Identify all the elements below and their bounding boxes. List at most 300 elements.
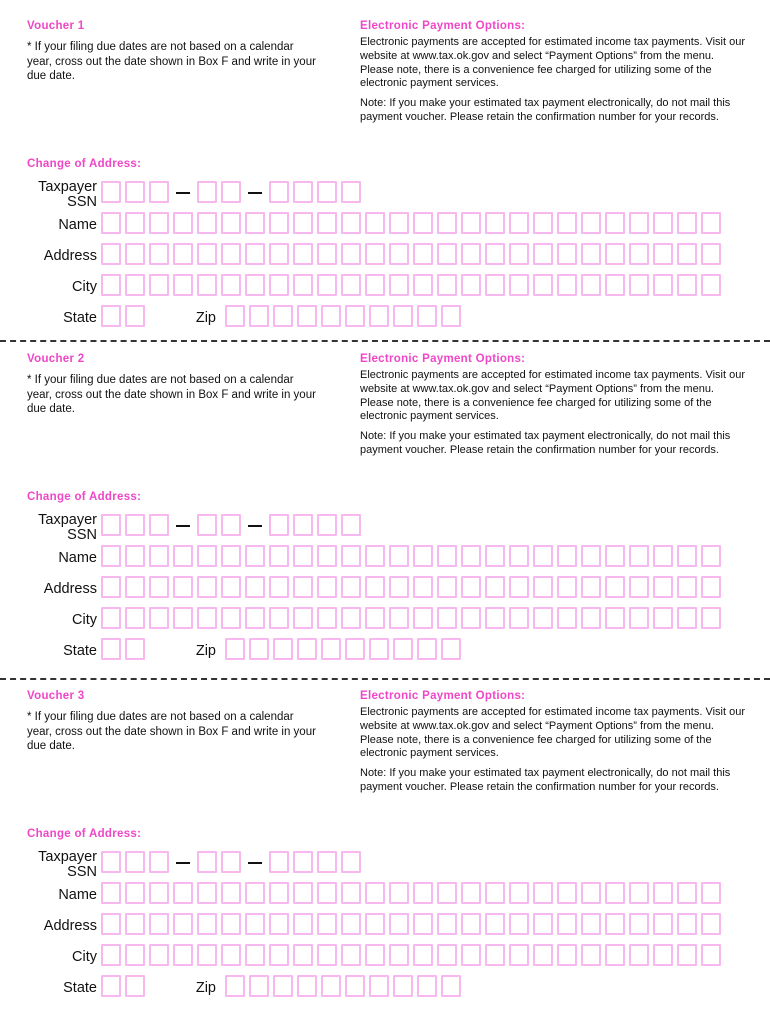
char-box[interactable] xyxy=(509,913,529,935)
char-box[interactable] xyxy=(557,913,577,935)
char-box[interactable] xyxy=(173,913,193,935)
char-box[interactable] xyxy=(269,274,289,296)
ssn-digit[interactable] xyxy=(197,514,217,536)
char-box[interactable] xyxy=(605,882,625,904)
char-box[interactable] xyxy=(413,274,433,296)
ssn-digit[interactable] xyxy=(269,514,289,536)
char-box[interactable] xyxy=(461,944,481,966)
char-box[interactable] xyxy=(581,944,601,966)
char-box[interactable] xyxy=(441,638,461,660)
char-box[interactable] xyxy=(437,545,457,567)
char-box[interactable] xyxy=(413,913,433,935)
char-box[interactable] xyxy=(345,638,365,660)
char-box[interactable] xyxy=(369,975,389,997)
char-box[interactable] xyxy=(629,274,649,296)
char-box[interactable] xyxy=(533,944,553,966)
char-box[interactable] xyxy=(173,274,193,296)
char-box[interactable] xyxy=(269,607,289,629)
char-box[interactable] xyxy=(221,545,241,567)
char-box[interactable] xyxy=(581,274,601,296)
char-box[interactable] xyxy=(173,243,193,265)
char-box[interactable] xyxy=(437,274,457,296)
char-box[interactable] xyxy=(389,913,409,935)
char-box[interactable] xyxy=(413,576,433,598)
char-box[interactable] xyxy=(249,305,269,327)
char-box[interactable] xyxy=(417,638,437,660)
char-box[interactable] xyxy=(245,882,265,904)
char-box[interactable] xyxy=(225,638,245,660)
char-box[interactable] xyxy=(581,243,601,265)
char-box[interactable] xyxy=(293,212,313,234)
char-box[interactable] xyxy=(461,576,481,598)
address-field[interactable] xyxy=(101,243,725,265)
char-box[interactable] xyxy=(197,882,217,904)
ssn-digit[interactable] xyxy=(149,514,169,536)
char-box[interactable] xyxy=(413,545,433,567)
zip-field[interactable] xyxy=(225,975,465,997)
char-box[interactable] xyxy=(293,576,313,598)
char-box[interactable] xyxy=(197,913,217,935)
char-box[interactable] xyxy=(417,975,437,997)
char-box[interactable] xyxy=(389,212,409,234)
char-box[interactable] xyxy=(437,607,457,629)
char-box[interactable] xyxy=(509,212,529,234)
char-box[interactable] xyxy=(125,576,145,598)
char-box[interactable] xyxy=(437,882,457,904)
char-box[interactable] xyxy=(321,975,341,997)
char-box[interactable] xyxy=(245,913,265,935)
char-box[interactable] xyxy=(149,243,169,265)
char-box[interactable] xyxy=(485,545,505,567)
char-box[interactable] xyxy=(101,274,121,296)
char-box[interactable] xyxy=(317,274,337,296)
char-box[interactable] xyxy=(653,882,673,904)
char-box[interactable] xyxy=(173,882,193,904)
char-box[interactable] xyxy=(605,576,625,598)
char-box[interactable] xyxy=(533,545,553,567)
ssn-digit[interactable] xyxy=(269,851,289,873)
char-box[interactable] xyxy=(365,274,385,296)
char-box[interactable] xyxy=(269,882,289,904)
char-box[interactable] xyxy=(677,274,697,296)
char-box[interactable] xyxy=(221,212,241,234)
char-box[interactable] xyxy=(317,576,337,598)
char-box[interactable] xyxy=(581,913,601,935)
char-box[interactable] xyxy=(341,944,361,966)
char-box[interactable] xyxy=(437,576,457,598)
char-box[interactable] xyxy=(149,576,169,598)
char-box[interactable] xyxy=(149,274,169,296)
char-box[interactable] xyxy=(509,882,529,904)
char-box[interactable] xyxy=(533,212,553,234)
char-box[interactable] xyxy=(509,274,529,296)
char-box[interactable] xyxy=(125,274,145,296)
char-box[interactable] xyxy=(581,576,601,598)
char-box[interactable] xyxy=(249,638,269,660)
char-box[interactable] xyxy=(581,882,601,904)
char-box[interactable] xyxy=(317,607,337,629)
char-box[interactable] xyxy=(369,305,389,327)
char-box[interactable] xyxy=(293,545,313,567)
state-field[interactable] xyxy=(101,975,149,997)
char-box[interactable] xyxy=(341,576,361,598)
char-box[interactable] xyxy=(485,944,505,966)
ssn-digit[interactable] xyxy=(101,181,121,203)
char-box[interactable] xyxy=(149,882,169,904)
char-box[interactable] xyxy=(317,545,337,567)
char-box[interactable] xyxy=(293,243,313,265)
ssn-digit[interactable] xyxy=(269,181,289,203)
char-box[interactable] xyxy=(125,607,145,629)
char-box[interactable] xyxy=(197,243,217,265)
char-box[interactable] xyxy=(677,545,697,567)
char-box[interactable] xyxy=(677,913,697,935)
zip-field[interactable] xyxy=(225,305,465,327)
ssn-digit[interactable] xyxy=(341,181,361,203)
char-box[interactable] xyxy=(245,576,265,598)
char-box[interactable] xyxy=(297,305,317,327)
char-box[interactable] xyxy=(125,305,145,327)
char-box[interactable] xyxy=(249,975,269,997)
char-box[interactable] xyxy=(317,913,337,935)
char-box[interactable] xyxy=(101,305,121,327)
ssn-digit[interactable] xyxy=(317,181,337,203)
char-box[interactable] xyxy=(173,944,193,966)
char-box[interactable] xyxy=(389,274,409,296)
char-box[interactable] xyxy=(317,944,337,966)
char-box[interactable] xyxy=(461,913,481,935)
char-box[interactable] xyxy=(701,545,721,567)
char-box[interactable] xyxy=(269,576,289,598)
address-field[interactable] xyxy=(101,913,725,935)
char-box[interactable] xyxy=(125,638,145,660)
char-box[interactable] xyxy=(677,607,697,629)
ssn-digit[interactable] xyxy=(293,514,313,536)
char-box[interactable] xyxy=(653,913,673,935)
char-box[interactable] xyxy=(101,243,121,265)
char-box[interactable] xyxy=(605,212,625,234)
ssn-field[interactable] xyxy=(101,181,365,203)
char-box[interactable] xyxy=(341,545,361,567)
char-box[interactable] xyxy=(389,944,409,966)
char-box[interactable] xyxy=(441,305,461,327)
zip-field[interactable] xyxy=(225,638,465,660)
char-box[interactable] xyxy=(101,975,121,997)
char-box[interactable] xyxy=(197,576,217,598)
ssn-digit[interactable] xyxy=(197,181,217,203)
char-box[interactable] xyxy=(417,305,437,327)
char-box[interactable] xyxy=(317,882,337,904)
char-box[interactable] xyxy=(269,913,289,935)
char-box[interactable] xyxy=(557,944,577,966)
char-box[interactable] xyxy=(365,913,385,935)
char-box[interactable] xyxy=(605,274,625,296)
ssn-digit[interactable] xyxy=(221,181,241,203)
char-box[interactable] xyxy=(701,913,721,935)
char-box[interactable] xyxy=(149,913,169,935)
char-box[interactable] xyxy=(221,576,241,598)
char-box[interactable] xyxy=(245,944,265,966)
char-box[interactable] xyxy=(653,243,673,265)
char-box[interactable] xyxy=(125,212,145,234)
char-box[interactable] xyxy=(533,243,553,265)
char-box[interactable] xyxy=(413,882,433,904)
char-box[interactable] xyxy=(509,944,529,966)
ssn-digit[interactable] xyxy=(101,851,121,873)
char-box[interactable] xyxy=(437,212,457,234)
char-box[interactable] xyxy=(341,607,361,629)
char-box[interactable] xyxy=(461,274,481,296)
city-field[interactable] xyxy=(101,274,725,296)
char-box[interactable] xyxy=(557,607,577,629)
state-field[interactable] xyxy=(101,638,149,660)
char-box[interactable] xyxy=(173,545,193,567)
char-box[interactable] xyxy=(653,274,673,296)
char-box[interactable] xyxy=(533,607,553,629)
char-box[interactable] xyxy=(317,212,337,234)
char-box[interactable] xyxy=(101,882,121,904)
char-box[interactable] xyxy=(629,607,649,629)
char-box[interactable] xyxy=(605,607,625,629)
char-box[interactable] xyxy=(125,243,145,265)
char-box[interactable] xyxy=(125,882,145,904)
state-field[interactable] xyxy=(101,305,149,327)
char-box[interactable] xyxy=(173,576,193,598)
char-box[interactable] xyxy=(125,545,145,567)
ssn-field[interactable] xyxy=(101,851,365,873)
char-box[interactable] xyxy=(389,607,409,629)
char-box[interactable] xyxy=(629,545,649,567)
char-box[interactable] xyxy=(653,212,673,234)
char-box[interactable] xyxy=(701,607,721,629)
char-box[interactable] xyxy=(509,607,529,629)
city-field[interactable] xyxy=(101,607,725,629)
ssn-digit[interactable] xyxy=(221,514,241,536)
char-box[interactable] xyxy=(413,607,433,629)
char-box[interactable] xyxy=(273,975,293,997)
char-box[interactable] xyxy=(297,638,317,660)
char-box[interactable] xyxy=(321,638,341,660)
char-box[interactable] xyxy=(245,212,265,234)
char-box[interactable] xyxy=(557,274,577,296)
char-box[interactable] xyxy=(341,212,361,234)
char-box[interactable] xyxy=(341,243,361,265)
char-box[interactable] xyxy=(533,882,553,904)
char-box[interactable] xyxy=(701,243,721,265)
char-box[interactable] xyxy=(293,944,313,966)
char-box[interactable] xyxy=(221,944,241,966)
char-box[interactable] xyxy=(485,274,505,296)
char-box[interactable] xyxy=(101,212,121,234)
char-box[interactable] xyxy=(101,913,121,935)
ssn-digit[interactable] xyxy=(101,514,121,536)
char-box[interactable] xyxy=(677,212,697,234)
char-box[interactable] xyxy=(509,545,529,567)
char-box[interactable] xyxy=(605,913,625,935)
char-box[interactable] xyxy=(653,944,673,966)
char-box[interactable] xyxy=(533,274,553,296)
char-box[interactable] xyxy=(629,243,649,265)
char-box[interactable] xyxy=(197,944,217,966)
char-box[interactable] xyxy=(581,212,601,234)
char-box[interactable] xyxy=(393,305,413,327)
char-box[interactable] xyxy=(149,545,169,567)
char-box[interactable] xyxy=(629,882,649,904)
char-box[interactable] xyxy=(485,882,505,904)
char-box[interactable] xyxy=(125,975,145,997)
char-box[interactable] xyxy=(389,243,409,265)
char-box[interactable] xyxy=(345,975,365,997)
char-box[interactable] xyxy=(701,274,721,296)
ssn-digit[interactable] xyxy=(341,851,361,873)
char-box[interactable] xyxy=(173,212,193,234)
char-box[interactable] xyxy=(437,944,457,966)
ssn-digit[interactable] xyxy=(197,851,217,873)
char-box[interactable] xyxy=(509,576,529,598)
char-box[interactable] xyxy=(653,607,673,629)
char-box[interactable] xyxy=(341,913,361,935)
char-box[interactable] xyxy=(369,638,389,660)
char-box[interactable] xyxy=(413,243,433,265)
char-box[interactable] xyxy=(461,882,481,904)
name-field[interactable] xyxy=(101,882,725,904)
char-box[interactable] xyxy=(365,212,385,234)
char-box[interactable] xyxy=(293,913,313,935)
char-box[interactable] xyxy=(629,576,649,598)
ssn-digit[interactable] xyxy=(125,514,145,536)
char-box[interactable] xyxy=(461,243,481,265)
address-field[interactable] xyxy=(101,576,725,598)
char-box[interactable] xyxy=(365,607,385,629)
ssn-digit[interactable] xyxy=(149,181,169,203)
char-box[interactable] xyxy=(485,212,505,234)
char-box[interactable] xyxy=(341,882,361,904)
char-box[interactable] xyxy=(677,243,697,265)
ssn-digit[interactable] xyxy=(149,851,169,873)
char-box[interactable] xyxy=(101,607,121,629)
char-box[interactable] xyxy=(149,607,169,629)
char-box[interactable] xyxy=(533,576,553,598)
char-box[interactable] xyxy=(581,607,601,629)
char-box[interactable] xyxy=(393,638,413,660)
char-box[interactable] xyxy=(653,576,673,598)
char-box[interactable] xyxy=(413,212,433,234)
ssn-digit[interactable] xyxy=(125,181,145,203)
char-box[interactable] xyxy=(149,212,169,234)
char-box[interactable] xyxy=(557,882,577,904)
char-box[interactable] xyxy=(629,913,649,935)
char-box[interactable] xyxy=(345,305,365,327)
char-box[interactable] xyxy=(485,607,505,629)
char-box[interactable] xyxy=(197,212,217,234)
char-box[interactable] xyxy=(269,545,289,567)
char-box[interactable] xyxy=(269,212,289,234)
char-box[interactable] xyxy=(225,305,245,327)
char-box[interactable] xyxy=(221,882,241,904)
char-box[interactable] xyxy=(269,243,289,265)
char-box[interactable] xyxy=(245,243,265,265)
char-box[interactable] xyxy=(125,913,145,935)
char-box[interactable] xyxy=(341,274,361,296)
char-box[interactable] xyxy=(221,274,241,296)
char-box[interactable] xyxy=(293,274,313,296)
char-box[interactable] xyxy=(389,545,409,567)
char-box[interactable] xyxy=(393,975,413,997)
char-box[interactable] xyxy=(533,913,553,935)
char-box[interactable] xyxy=(125,944,145,966)
char-box[interactable] xyxy=(365,545,385,567)
ssn-digit[interactable] xyxy=(293,181,313,203)
char-box[interactable] xyxy=(101,944,121,966)
char-box[interactable] xyxy=(297,975,317,997)
char-box[interactable] xyxy=(101,545,121,567)
char-box[interactable] xyxy=(701,882,721,904)
char-box[interactable] xyxy=(485,576,505,598)
char-box[interactable] xyxy=(557,243,577,265)
char-box[interactable] xyxy=(245,607,265,629)
char-box[interactable] xyxy=(101,638,121,660)
char-box[interactable] xyxy=(221,913,241,935)
char-box[interactable] xyxy=(437,913,457,935)
char-box[interactable] xyxy=(441,975,461,997)
char-box[interactable] xyxy=(461,607,481,629)
ssn-digit[interactable] xyxy=(293,851,313,873)
char-box[interactable] xyxy=(437,243,457,265)
char-box[interactable] xyxy=(273,305,293,327)
char-box[interactable] xyxy=(629,944,649,966)
char-box[interactable] xyxy=(509,243,529,265)
char-box[interactable] xyxy=(321,305,341,327)
char-box[interactable] xyxy=(557,545,577,567)
char-box[interactable] xyxy=(197,274,217,296)
char-box[interactable] xyxy=(413,944,433,966)
char-box[interactable] xyxy=(485,913,505,935)
char-box[interactable] xyxy=(461,212,481,234)
char-box[interactable] xyxy=(605,944,625,966)
char-box[interactable] xyxy=(701,212,721,234)
char-box[interactable] xyxy=(581,545,601,567)
char-box[interactable] xyxy=(461,545,481,567)
char-box[interactable] xyxy=(101,576,121,598)
char-box[interactable] xyxy=(197,545,217,567)
char-box[interactable] xyxy=(221,607,241,629)
char-box[interactable] xyxy=(653,545,673,567)
ssn-digit[interactable] xyxy=(317,851,337,873)
char-box[interactable] xyxy=(389,882,409,904)
char-box[interactable] xyxy=(365,944,385,966)
char-box[interactable] xyxy=(197,607,217,629)
char-box[interactable] xyxy=(677,576,697,598)
ssn-digit[interactable] xyxy=(341,514,361,536)
char-box[interactable] xyxy=(365,576,385,598)
char-box[interactable] xyxy=(293,607,313,629)
ssn-digit[interactable] xyxy=(317,514,337,536)
name-field[interactable] xyxy=(101,212,725,234)
char-box[interactable] xyxy=(365,243,385,265)
char-box[interactable] xyxy=(629,212,649,234)
char-box[interactable] xyxy=(557,576,577,598)
city-field[interactable] xyxy=(101,944,725,966)
char-box[interactable] xyxy=(677,944,697,966)
char-box[interactable] xyxy=(485,243,505,265)
char-box[interactable] xyxy=(269,944,289,966)
char-box[interactable] xyxy=(173,607,193,629)
char-box[interactable] xyxy=(701,944,721,966)
char-box[interactable] xyxy=(293,882,313,904)
char-box[interactable] xyxy=(365,882,385,904)
char-box[interactable] xyxy=(605,243,625,265)
char-box[interactable] xyxy=(245,545,265,567)
